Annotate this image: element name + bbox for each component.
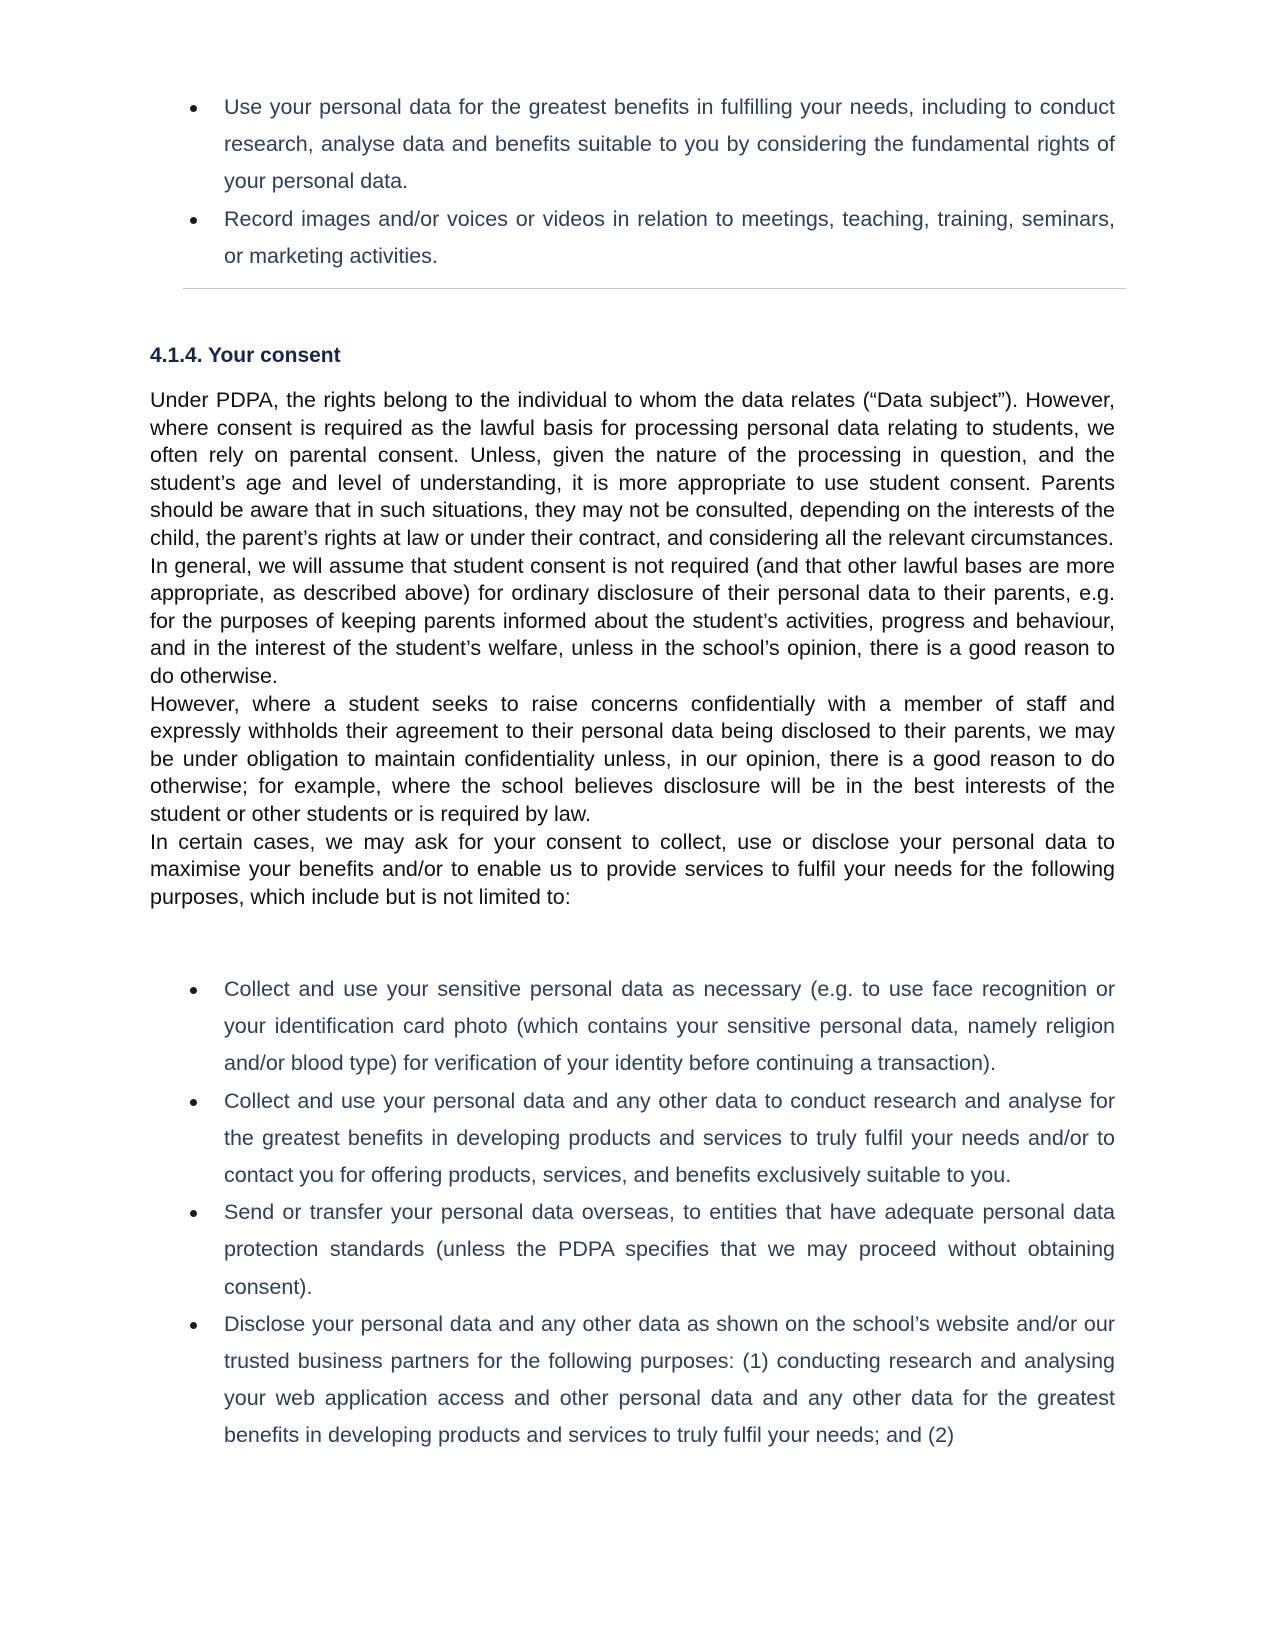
- bottom-bullet-list: [184, 971, 1115, 1455]
- bullet-item: [184, 201, 1115, 275]
- bullet-item: [184, 1306, 1115, 1455]
- bullet-dot-icon: [190, 1210, 197, 1217]
- bullet-dot-icon: [190, 105, 197, 112]
- bullet-item: [184, 1083, 1115, 1195]
- bullet-dot-icon: [190, 987, 197, 994]
- bullet-item: [184, 971, 1115, 1083]
- paragraph: Under PDPA, the rights belong to the individual to whom the data relates (“Data subject”). However, where consent is required as the lawful basis for processing personal data relating to students, we often rely on parental consent. Unless, given the nature of the processing in question, and the student’s age and level of understanding, it is more appropriate to use student consent. Parents should be aware that in such situations, they may not be consulted, depending on the interests of the child, the parent’s rights at law or under their contract, and considering all the relevant circumstances.: [150, 388, 1115, 550]
- bullet-dot-icon: [190, 217, 197, 224]
- bullet-text: Use your personal data for the greatest benefits in fulfilling your needs, including to conduct research, analyse data and benefits suitable to you by considering the fundamental rights of your personal data.: [224, 95, 1115, 194]
- paragraph: In general, we will assume that student consent is not required (and that other lawful bases are more appropriate, as described above) for ordinary disclosure of their personal data to their parents, e.g. for the purposes of keeping parents informed about the student’s activities, progress and behaviour, and in the interest of the student’s welfare, unless in the school’s opinion, there is a good reason to do otherwise.: [150, 553, 1115, 688]
- top-bullet-list: [184, 89, 1115, 275]
- horizontal-divider: [183, 288, 1126, 289]
- paragraph: However, where a student seeks to raise concerns confidentially with a member of staff and expressly withholds their agreement to their personal data being disclosed to their parents, we may be under obligation to maintain confidentiality unless, in our opinion, there is a good reason to do otherwise; for example, where the school believes disclosure will be in the best interests of the student or other students or is required by law.: [150, 691, 1115, 826]
- bullet-text: Collect and use your sensitive personal data as necessary (e.g. to use face recognition or your identification card photo (which contains your sensitive personal data, namely religion and/or blood type) for verification of your identity before continuing a transaction).: [224, 977, 1115, 1076]
- bullet-dot-icon: [190, 1322, 197, 1329]
- section-heading: 4.1.4. Your consent: [150, 344, 341, 367]
- bullet-text: Collect and use your personal data and any other data to conduct research and analyse for the greatest benefits in developing products and services to truly fulfil your needs and/or to contact you for offering products, services, and benefits exclusively suitable to you.: [224, 1088, 1115, 1188]
- bullet-item: [184, 1194, 1115, 1306]
- bullet-text: Send or transfer your personal data overseas, to entities that have adequate personal data protection standards (unless the PDPA specifies that we may proceed without obtaining consent).: [224, 1200, 1115, 1299]
- paragraph: In certain cases, we may ask for your consent to collect, use or disclose your personal data to maximise your benefits and/or to enable us to provide services to fulfil your needs for the following purposes, which include but is not limited to:: [150, 829, 1115, 909]
- bullet-text: Disclose your personal data and any other data as shown on the school’s website and/or our trusted business partners for the following purposes: (1) conducting research and analysing your web application access and other personal data and any other data for the greatest benefits in developing products and services to truly fulfil your needs; and (2): [224, 1311, 1115, 1448]
- bullet-item: [184, 89, 1115, 201]
- bullet-dot-icon: [190, 1099, 197, 1106]
- section-body: [150, 387, 1115, 911]
- bullet-text: Record images and/or voices or videos in relation to meetings, teaching, training, seminars, or marketing activities.: [224, 206, 1115, 268]
